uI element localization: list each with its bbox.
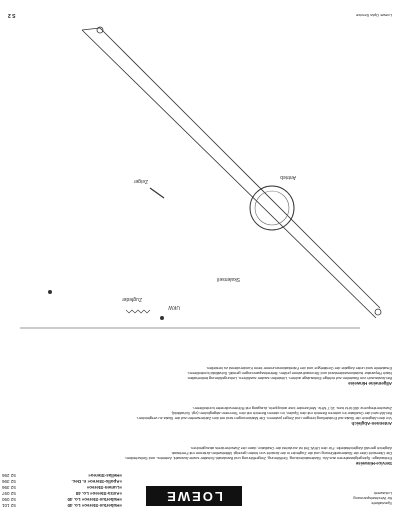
section-title: Allgemeine Hinweise — [348, 381, 392, 386]
diagram-label: Skalenseil — [217, 276, 240, 282]
dial-cord-diagram — [0, 18, 400, 348]
model-number: 52 296 — [2, 473, 16, 478]
model-number: 52 101 — [2, 503, 16, 508]
tension-spring — [126, 310, 150, 313]
header-meta — [272, 491, 392, 506]
section-line: Bei AM wird der Oszillator im unteren Bereich mit den Spulen, im oberen Bereich mit den Trimmern abgeglichen (vgl. Schaltbild). — [170, 411, 392, 416]
section-line: Abgleich gemäß Abgleichtabelle. Für den UKW-Teil ist zunächst der Oszillator, dann der Zwischenkreis abzugleichen. — [190, 446, 392, 451]
model-number: 52 090 — [2, 497, 16, 502]
meta-line: Lotuswerk — [373, 491, 392, 496]
pointer — [150, 188, 164, 198]
section-general — [8, 366, 392, 386]
model-row — [2, 502, 122, 508]
diagram-label: Zeiger — [133, 178, 148, 184]
model-name: »Apollo-Stereo« n. Dec. — [71, 479, 122, 484]
model-row — [2, 490, 122, 496]
cord-line — [100, 28, 380, 308]
section-title: Service-Hinweise — [355, 461, 392, 466]
model-name: »Astra-Stereo« Lo. 40 — [75, 491, 122, 496]
footer-page-number: S 2 — [8, 12, 16, 18]
model-row — [2, 472, 122, 478]
model-name: »Hellas-Stereo« — [88, 473, 122, 478]
brand-logo — [146, 469, 242, 506]
pulley — [375, 309, 381, 315]
drive-drum-inner — [255, 191, 289, 225]
model-name: »Hubertus-Stereo« Lo. 40 — [67, 503, 122, 508]
model-list — [2, 472, 122, 508]
brand-name: LOEWE OPTA — [165, 469, 223, 504]
model-row — [2, 484, 122, 490]
model-name: »Lumen-Stereo« — [86, 485, 122, 490]
page-header — [2, 469, 392, 512]
section-line: Die Übersicht über die Skalenseilführung und die Zugfeder in der Ansicht von hinten gezeigt. Mittelwellen-Antenne mit Ferritstab. — [170, 451, 392, 456]
pulley-dot — [48, 290, 52, 294]
drive-drum — [250, 186, 294, 230]
section-line: Zwischenfrequenz 460 kHz bzw. 10,7 MHz. Meßsender lose ankoppeln, Ausgang mit Röhrenvoltmeter kontrollieren. — [192, 406, 392, 411]
section-alignment — [8, 406, 392, 426]
section-line: Nach Reparatur Isolationswiderstand und Stromaufnahme prüfen. Betriebsspannungen gemäß Schaltbild kontrollieren. — [187, 371, 392, 376]
section-line: Ersatzteile sind unter Angabe der Gerätetype und der Fabrikationsnummer beim Kundendienst zu bestellen. — [206, 366, 392, 371]
section-line: Einbaulage: Spiegelglasrahmen aus Alu. Skalenabdeckung, Seilführung, Zeigerführung und Bandwahl-Schalter sowie Auswahl, Antriebs- und Seilscheiben. — [124, 456, 392, 461]
meta-line: für Wechselspannung — [353, 496, 392, 501]
model-row — [2, 478, 122, 484]
diagram-label: Zugfeder — [121, 296, 142, 302]
section-service — [8, 446, 392, 466]
cord-line — [82, 30, 376, 318]
diagram-label: Antrieb — [280, 174, 296, 180]
pulley-dot — [160, 316, 164, 320]
diagram-label: UKW — [168, 304, 180, 310]
model-row — [2, 496, 122, 502]
section-line: Vor dem Abgleich die Skala auf Endstellung bringen und Zeiger justieren. Die Markierungen sind mit den Zahlenwerten auf der Skala zu vergleichen. — [136, 416, 392, 421]
section-line: Bei Austausch von Bauteilen auf richtige Einbaulage achten. Lötstellen sauber ausführen, Leitungsführung beibehalten. — [186, 376, 392, 381]
footer-left: Loewe Opta Service — [355, 13, 392, 18]
model-name: »Hubertus-Stereo« Lo. 40 — [67, 497, 122, 502]
model-number: 52 396 — [2, 479, 16, 484]
model-number: 52 396 — [2, 485, 16, 490]
model-number: 52 097 — [2, 491, 16, 496]
section-title: Antennen-Abgleich — [351, 421, 392, 426]
meta-line: Spezialtiefe — [371, 501, 392, 506]
